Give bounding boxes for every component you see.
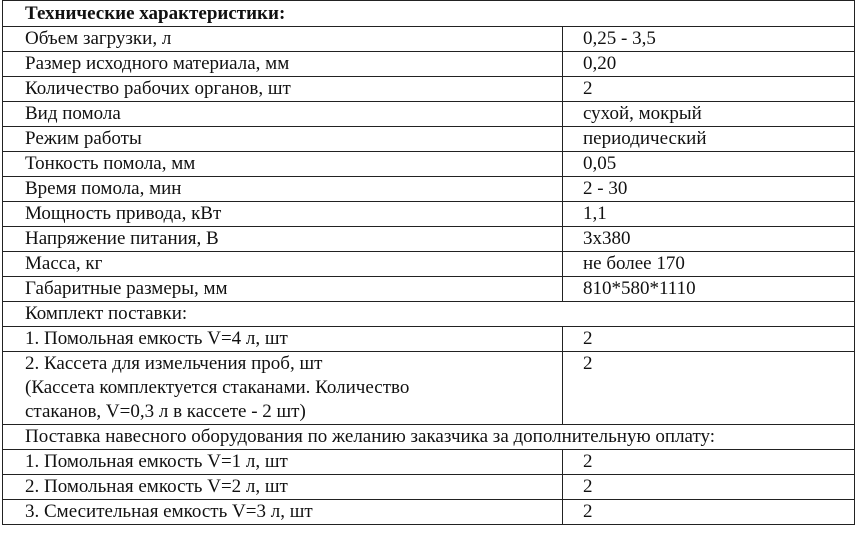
delivery-item-label: 1. Помольная емкость V=4 л, шт [3, 327, 563, 352]
spec-label: Объем загрузки, л [3, 27, 563, 52]
table-row [3, 252, 855, 277]
optional-item-label: 2. Помольная емкость V=2 л, шт [3, 475, 563, 500]
spec-value: 2 - 30 [563, 177, 855, 202]
spec-label: Количество рабочих органов, шт [3, 77, 563, 102]
delivery-item-line: стаканов, V=0,3 л в кассете - 2 шт) [25, 401, 306, 422]
spec-value: 0,20 [563, 52, 855, 77]
table-row [3, 327, 855, 352]
spec-label: Габаритные размеры, мм [3, 277, 563, 302]
spec-label: Напряжение питания, В [3, 227, 563, 252]
spec-label: Вид помола [3, 102, 563, 127]
delivery-item-line: 2. Кассета для измельчения проб, шт [25, 353, 323, 374]
spec-value: периодический [563, 127, 855, 152]
optional-item-label: 3. Смесительная емкость V=3 л, шт [3, 500, 563, 525]
spec-value: сухой, мокрый [563, 102, 855, 127]
spec-value: 3х380 [563, 227, 855, 252]
table-title: Технические характеристики: [3, 1, 855, 27]
optional-item-value: 2 [563, 475, 855, 500]
spec-value: 1,1 [563, 202, 855, 227]
table-row [3, 127, 855, 152]
optional-heading-row [3, 425, 855, 450]
table-row [3, 152, 855, 177]
table-row [3, 450, 855, 475]
delivery-item-line: (Кассета комплектуется стаканами. Количество [25, 377, 410, 398]
table-row [3, 227, 855, 252]
spec-table [2, 0, 855, 525]
optional-item-value: 2 [563, 450, 855, 475]
table-row [3, 52, 855, 77]
optional-item-value: 2 [563, 500, 855, 525]
delivery-item-value: 2 [563, 327, 855, 352]
table-row [3, 352, 855, 425]
delivery-heading-row [3, 302, 855, 327]
spec-value: 810*580*1110 [563, 277, 855, 302]
delivery-item-value: 2 [563, 352, 855, 425]
table-row [3, 500, 855, 525]
optional-item-label: 1. Помольная емкость V=1 л, шт [3, 450, 563, 475]
spec-value: 0,25 - 3,5 [563, 27, 855, 52]
spec-label: Масса, кг [3, 252, 563, 277]
table-row [3, 27, 855, 52]
spec-label: Тонкость помола, мм [3, 152, 563, 177]
delivery-heading: Комплект поставки: [3, 302, 855, 327]
spec-label: Режим работы [3, 127, 563, 152]
table-row [3, 177, 855, 202]
spec-label: Размер исходного материала, мм [3, 52, 563, 77]
table-row [3, 475, 855, 500]
delivery-item-label [3, 352, 563, 425]
table-row [3, 77, 855, 102]
table-row [3, 277, 855, 302]
spec-value: 0,05 [563, 152, 855, 177]
table-row [3, 102, 855, 127]
spec-label: Время помола, мин [3, 177, 563, 202]
spec-label: Мощность привода, кВт [3, 202, 563, 227]
title-row [3, 1, 855, 27]
optional-heading: Поставка навесного оборудования по желанию заказчика за дополнительную оплату: [3, 425, 855, 450]
spec-value: не более 170 [563, 252, 855, 277]
spec-value: 2 [563, 77, 855, 102]
table-row [3, 202, 855, 227]
